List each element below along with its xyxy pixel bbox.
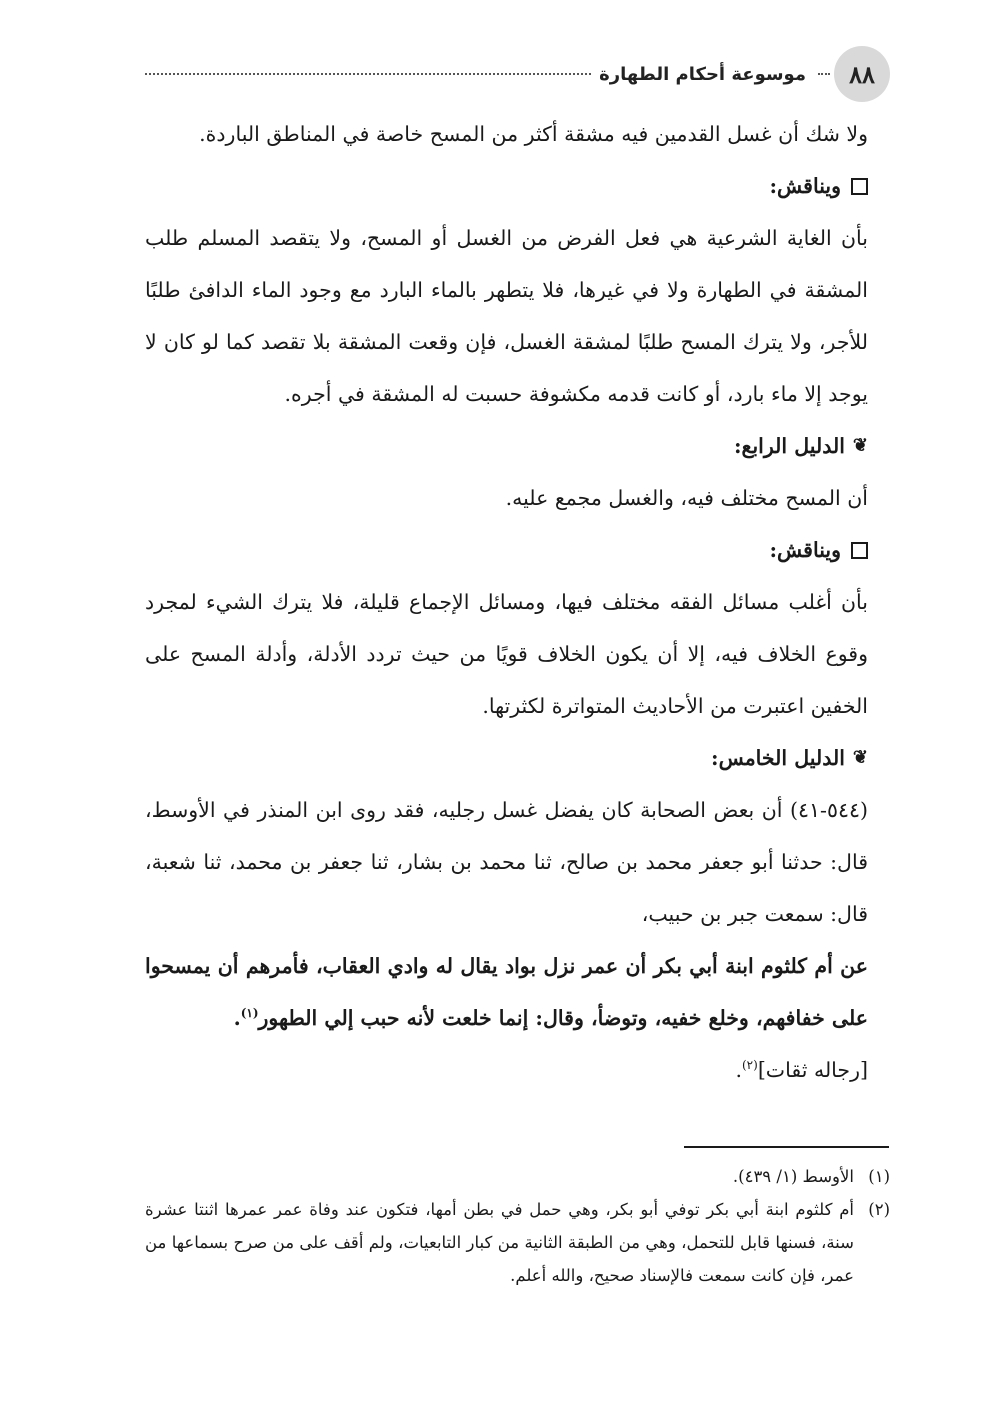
grading-line	[145, 1044, 890, 1096]
square-checkbox-icon	[851, 178, 868, 195]
discussion-heading-2	[145, 524, 890, 576]
paragraph-3: أن المسح مختلف فيه، والغسل مجمع عليه.	[505, 486, 868, 510]
grading-end: .	[735, 1058, 742, 1082]
discussion-heading-1	[145, 160, 890, 212]
leaf-ornament-icon: ❦	[852, 435, 868, 456]
footnote-1	[145, 1160, 890, 1193]
hadith-text	[145, 940, 890, 1044]
page-number: ٨٨	[834, 46, 890, 102]
footnote-ref-2[interactable]: (٢)	[741, 1058, 758, 1073]
hadith-end: .	[233, 1006, 241, 1030]
paragraph-2: بأن الغاية الشرعية هي فعل الفرض من الغسل أو المسح، ولا يتقصد المسلم طلب المشقة في الطهارة ولا في غيرها، فلا يتطهر بالماء البارد مع وجود الماء الدافئ طلبًا للأجر، ولا يترك المسح طلبًا لمشقة الغسل، فإن وقعت المشقة بلا تقصد كما لو كان لا يوجد إلا ماء بارد، أو كانت قدمه مكشوفة حسبت له المشقة في أجره.	[145, 226, 868, 406]
paragraph-5: (٥٤٤-٤١) أن بعض الصحابة كان يفضل غسل رجليه، فقد روى ابن المنذر في الأوسط، قال: حدثنا أبو جعفر محمد بن صالح، ثنا محمد بن بشار، ثنا جعفر بن محمد، ثنا شعبة، قال: سمعت جبر بن حبيب،	[145, 798, 868, 926]
body-text	[145, 108, 890, 1096]
footnote-1-text: الأوسط (١/ ٤٣٩).	[732, 1167, 854, 1186]
footnote-ref-1[interactable]: (١)	[240, 1006, 259, 1021]
footnote-2-number: (٢)	[868, 1200, 890, 1219]
evidence-heading-4	[145, 420, 890, 472]
leaf-ornament-icon: ❦	[852, 747, 868, 768]
footnote-separator	[684, 1146, 889, 1148]
evidence-heading-5-label: الدليل الخامس:	[711, 746, 845, 770]
evidence-heading-5	[145, 732, 890, 784]
footnote-1-number: (١)	[868, 1167, 890, 1186]
header-dots-left	[145, 73, 591, 75]
footnote-2	[145, 1193, 890, 1292]
discussion-heading-1-label: ويناقش:	[769, 174, 841, 198]
hadith-body: عن أم كلثوم ابنة أبي بكر أن عمر نزل بواد يقال له وادي العقاب، فأمرهم أن يمسحوا على خفافهم، وخلع خفيه، وتوضأ، وقال: إنما خلعت لأنه حبب إلي الطهور	[145, 954, 868, 1030]
header-dots-right	[818, 73, 830, 75]
paragraph-4: بأن أغلب مسائل الفقه مختلف فيها، ومسائل الإجماع قليلة، فلا يترك الشيء لمجرد وقوع الخلاف فيه، إلا أن يكون الخلاف قويًا من حيث تردد الأدلة، وأدلة المسح على الخفين اعتبرت من الأحاديث المتواترة لكثرتها.	[145, 590, 868, 718]
evidence-heading-4-label: الدليل الرابع:	[733, 434, 845, 458]
footnote-2-text: أم كلثوم ابنة أبي بكر توفي أبو بكر، وهي حمل في بطن أمها، فتكون عند وفاة عمر عمرها اثنتا عشرة سنة، فسنها قابل للتحمل، وهي من الطبقة الثانية من كبار التابعيات، ولم أقف على من صرح بسماعها من عمر، فإن كانت سمعت فالإسناد صحيح، والله أعلم.	[145, 1200, 854, 1285]
paragraph-1: ولا شك أن غسل القدمين فيه مشقة أكثر من المسح خاصة في المناطق الباردة.	[199, 122, 868, 146]
footnotes	[145, 1160, 890, 1292]
discussion-heading-2-label: ويناقش:	[769, 538, 841, 562]
square-checkbox-icon	[851, 542, 868, 559]
running-header	[145, 44, 890, 104]
header-title: موسوعة أحكام الطهارة	[599, 63, 806, 85]
grading-text: [رجاله ثقات]	[757, 1058, 868, 1082]
